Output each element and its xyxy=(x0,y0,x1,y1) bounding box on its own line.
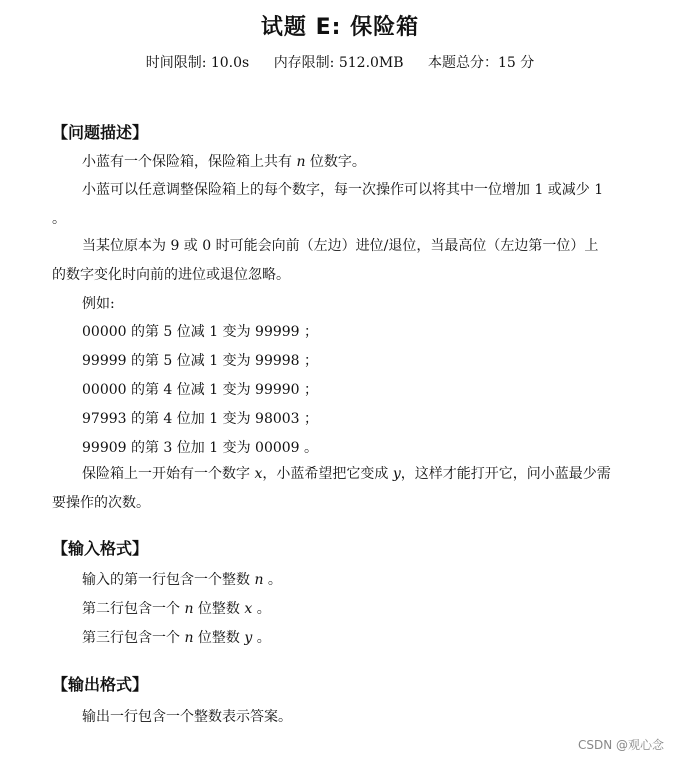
variable-n: n xyxy=(296,154,306,170)
time-limit: 时间限制: 10.0s xyxy=(145,55,250,71)
example-line: 99999 的第 5 位减 1 变为 99998 ； xyxy=(82,353,319,369)
example-line: 00000 的第 5 位减 1 变为 99999 ； xyxy=(82,324,319,340)
variable-y: y xyxy=(392,466,401,482)
example-label: 例如: xyxy=(82,296,115,312)
output-line-1: 输出一行包含一个整数表示答案。 xyxy=(82,709,292,725)
description-paragraph-4: 保险箱上一开始有一个数字 x，小蓝希望把它变成 y，这样才能打开它，问小蓝最少需要操作的次数。 xyxy=(52,466,611,511)
example-line: 97993 的第 4 位加 1 变为 98003 ； xyxy=(82,411,319,427)
input-format-heading: 【输入格式】 xyxy=(52,539,149,558)
input-line-2: 第二行包含一个 n 位整数 x 。 xyxy=(82,601,271,617)
limits-bar xyxy=(0,52,680,72)
memory-limit: 内存限制: 512.0MB xyxy=(273,55,404,71)
input-line-3: 第三行包含一个 n 位整数 y 。 xyxy=(82,630,271,646)
input-line-1: 输入的第一行包含一个整数 n 。 xyxy=(82,572,282,588)
output-format-heading: 【输出格式】 xyxy=(52,675,149,694)
example-line: 99909 的第 3 位加 1 变为 00009 。 xyxy=(82,440,319,456)
description-paragraph-2: 小蓝可以任意调整保险箱上的每个数字，每一次操作可以将其中一位增加 1 或减少 1 。 xyxy=(52,182,604,227)
total-score: 本题总分：15 分 xyxy=(428,55,535,71)
problem-title: 试题 E: 保险箱 xyxy=(260,15,420,40)
description-paragraph-1: 小蓝有一个保险箱，保险箱上共有 n 位数字。 xyxy=(82,154,366,170)
description-paragraph-3: 当某位原本为 9 或 0 时可能会向前（左边）进位/退位，当最高位（左边第一位）上的数字变化时向前的进位或退位忽略。 xyxy=(52,238,599,283)
csdn-watermark: CSDN @观心念 xyxy=(577,738,664,752)
example-line: 00000 的第 4 位减 1 变为 99990 ； xyxy=(82,382,319,398)
variable-x: x xyxy=(254,466,263,482)
problem-description-heading: 【问题描述】 xyxy=(52,123,149,142)
